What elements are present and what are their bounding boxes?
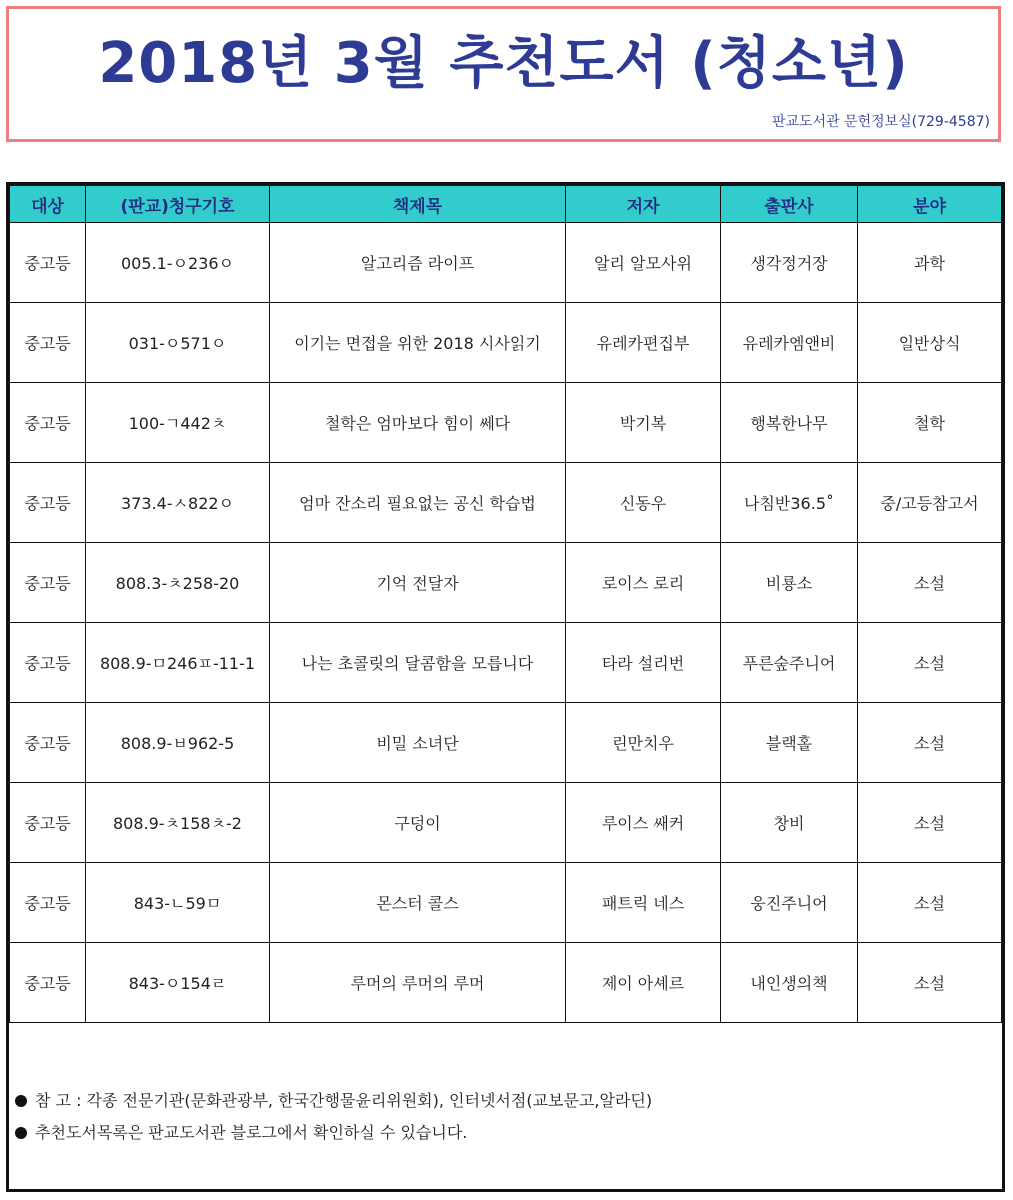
- column-header: 저자: [566, 186, 721, 223]
- column-header: 분야: [858, 186, 1002, 223]
- table-row: [10, 703, 1002, 783]
- target-cell: 중고등: [10, 703, 86, 783]
- author-cell: 루이스 쌔커: [566, 783, 721, 863]
- publisher-cell: 창비: [721, 783, 858, 863]
- category-cell: 중/고등참고서: [858, 463, 1002, 543]
- book-title-cell: 알고리즘 라이프: [270, 223, 566, 303]
- book-title-cell: 엄마 잔소리 필요없는 공신 학습법: [270, 463, 566, 543]
- book-title-cell: 루머의 루머의 루머: [270, 943, 566, 1023]
- note-item: [15, 1085, 652, 1117]
- author-cell: 로이스 로리: [566, 543, 721, 623]
- book-title-cell: 철학은 엄마보다 힘이 쎄다: [270, 383, 566, 463]
- page-title: 2018년 3월 추천도서 (청소년): [98, 31, 909, 96]
- table-row: [10, 303, 1002, 383]
- call-number-cell: 808.9-ㅂ962-5: [86, 703, 270, 783]
- note-text: 추천도서목록은 판교도서관 블로그에서 확인하실 수 있습니다.: [35, 1123, 468, 1142]
- book-title-cell: 기억 전달자: [270, 543, 566, 623]
- bullet-icon: [15, 1095, 27, 1107]
- category-cell: 소설: [858, 943, 1002, 1023]
- category-cell: 철학: [858, 383, 1002, 463]
- table-row: [10, 943, 1002, 1023]
- publisher-cell: 유레카엠앤비: [721, 303, 858, 383]
- publisher-cell: 생각정거장: [721, 223, 858, 303]
- target-cell: 중고등: [10, 383, 86, 463]
- table-header-row: [10, 186, 1002, 223]
- author-cell: 제이 아셰르: [566, 943, 721, 1023]
- category-cell: 소설: [858, 543, 1002, 623]
- author-cell: 유레카편집부: [566, 303, 721, 383]
- note-text: 참 고 : 각종 전문기관(문화관광부, 한국간행물윤리위원회), 인터넷서점(교보문고,알라딘): [35, 1091, 653, 1110]
- book-table: [9, 185, 1002, 1023]
- column-header: 대상: [10, 186, 86, 223]
- call-number-cell: 808.3-ㅊ258-20: [86, 543, 270, 623]
- publisher-cell: 내인생의책: [721, 943, 858, 1023]
- publisher-cell: 웅진주니어: [721, 863, 858, 943]
- book-title-cell: 몬스터 콜스: [270, 863, 566, 943]
- call-number-cell: 843-ㅇ154ㄹ: [86, 943, 270, 1023]
- table-row: [10, 543, 1002, 623]
- category-cell: 소설: [858, 703, 1002, 783]
- table-row: [10, 783, 1002, 863]
- column-header: 출판사: [721, 186, 858, 223]
- target-cell: 중고등: [10, 223, 86, 303]
- column-header: (판교)청구기호: [86, 186, 270, 223]
- call-number-cell: 843-ㄴ59ㅁ: [86, 863, 270, 943]
- book-title-cell: 나는 초콜릿의 달콤함을 모릅니다: [270, 623, 566, 703]
- category-cell: 일반상식: [858, 303, 1002, 383]
- table-row: [10, 863, 1002, 943]
- target-cell: 중고등: [10, 623, 86, 703]
- target-cell: 중고등: [10, 943, 86, 1023]
- target-cell: 중고등: [10, 863, 86, 943]
- book-title-cell: 이기는 면접을 위한 2018 시사읽기: [270, 303, 566, 383]
- column-header: 책제목: [270, 186, 566, 223]
- author-cell: 신동우: [566, 463, 721, 543]
- author-cell: 패트릭 네스: [566, 863, 721, 943]
- publisher-cell: 푸른숲주니어: [721, 623, 858, 703]
- publisher-cell: 행복한나무: [721, 383, 858, 463]
- target-cell: 중고등: [10, 783, 86, 863]
- call-number-cell: 373.4-ㅅ822ㅇ: [86, 463, 270, 543]
- call-number-cell: 808.9-ㅁ246ㅍ-11-1: [86, 623, 270, 703]
- target-cell: 중고등: [10, 463, 86, 543]
- target-cell: 중고등: [10, 303, 86, 383]
- publisher-cell: 블랙홀: [721, 703, 858, 783]
- category-cell: 소설: [858, 863, 1002, 943]
- publisher-cell: 비룡소: [721, 543, 858, 623]
- category-cell: 소설: [858, 623, 1002, 703]
- target-cell: 중고등: [10, 543, 86, 623]
- call-number-cell: 100-ㄱ442ㅊ: [86, 383, 270, 463]
- book-title-cell: 비밀 소녀단: [270, 703, 566, 783]
- publisher-cell: 나침반36.5˚: [721, 463, 858, 543]
- recommendation-sheet: [6, 182, 1005, 1192]
- note-item: [15, 1117, 652, 1149]
- author-cell: 알리 알모사위: [566, 223, 721, 303]
- library-contact: 판교도서관 문헌정보실(729-4587): [771, 114, 990, 130]
- call-number-cell: 808.9-ㅊ158ㅊ-2: [86, 783, 270, 863]
- call-number-cell: 031-ㅇ571ㅇ: [86, 303, 270, 383]
- table-row: [10, 383, 1002, 463]
- table-row: [10, 463, 1002, 543]
- table-row: [10, 623, 1002, 703]
- author-cell: 박기복: [566, 383, 721, 463]
- category-cell: 과학: [858, 223, 1002, 303]
- author-cell: 린만치우: [566, 703, 721, 783]
- title-box: [6, 6, 1001, 142]
- call-number-cell: 005.1-ㅇ236ㅇ: [86, 223, 270, 303]
- category-cell: 소설: [858, 783, 1002, 863]
- book-title-cell: 구덩이: [270, 783, 566, 863]
- bullet-icon: [15, 1127, 27, 1139]
- table-row: [10, 223, 1002, 303]
- notes: [15, 1085, 652, 1149]
- author-cell: 타라 설리번: [566, 623, 721, 703]
